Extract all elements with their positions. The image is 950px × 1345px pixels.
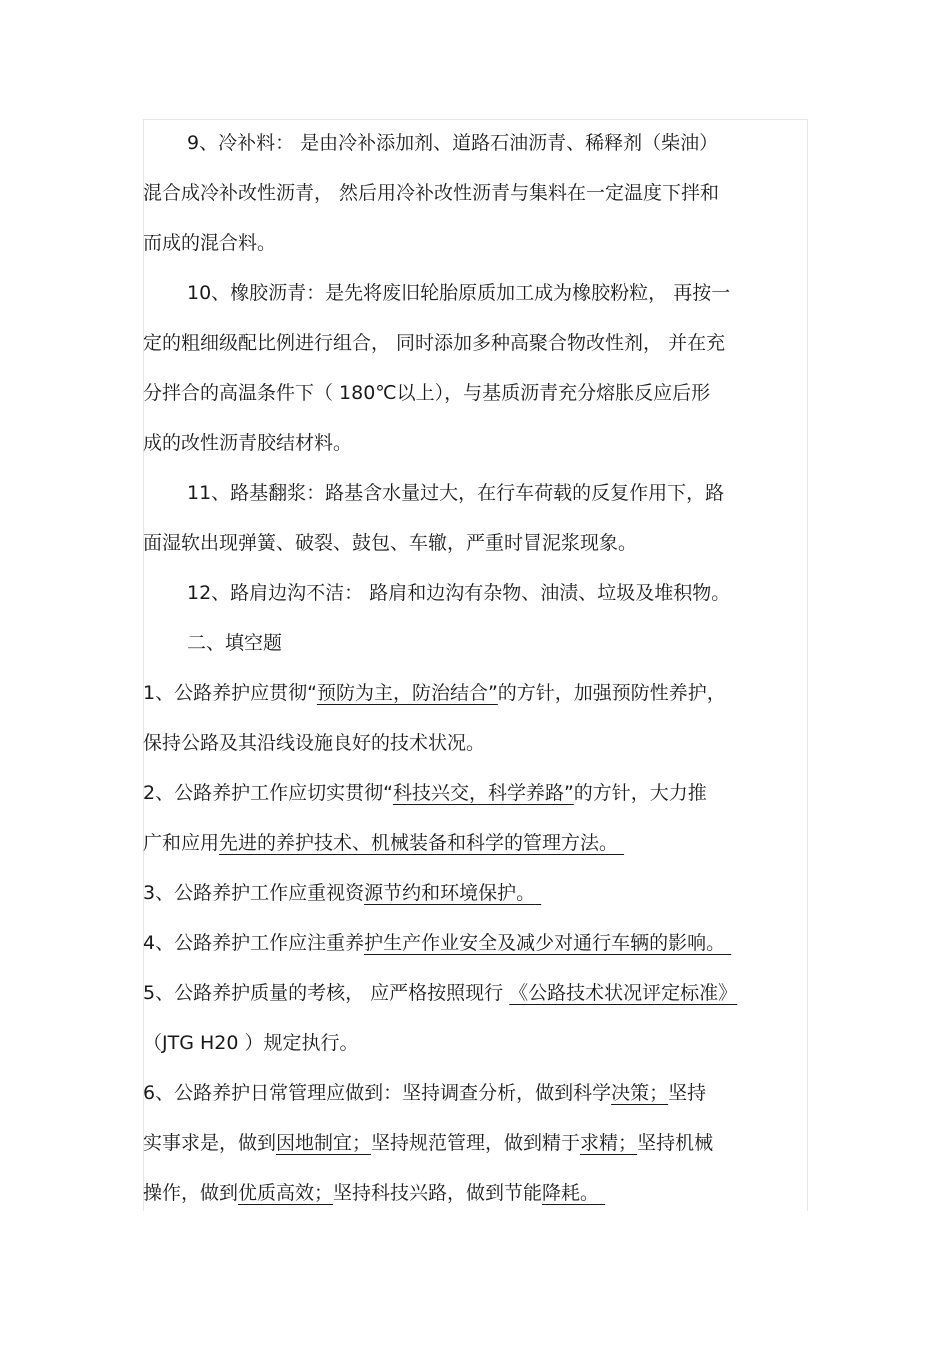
question-text: 4、公路养护工作应注重养 bbox=[143, 932, 365, 954]
question-line: （JTG H20 ）规定执行。 bbox=[143, 1032, 359, 1054]
question-text: 5、公路养护质量的考核， 应严格按照现行 bbox=[143, 982, 510, 1004]
answer-blank: 预防为主，防治结合” bbox=[316, 682, 498, 704]
question-line bbox=[143, 818, 805, 868]
answer-blank: 决策； bbox=[611, 1082, 669, 1104]
question-line bbox=[143, 1068, 805, 1118]
question-text: 广和应用 bbox=[143, 832, 220, 854]
question-4 bbox=[143, 918, 805, 968]
answer-blank: 求精； bbox=[580, 1132, 638, 1154]
definition-9 bbox=[143, 118, 805, 268]
answer-blank: 《公路技术状况评定标准》 bbox=[509, 982, 738, 1004]
definition-line: 而成的混合料。 bbox=[143, 232, 277, 254]
question-text: 3、公路养护工作应重视资 bbox=[143, 882, 365, 904]
definition-10 bbox=[143, 268, 805, 468]
answer-blank: 科技兴交，科学养路” bbox=[392, 782, 574, 804]
section-title: 二、填空题 bbox=[187, 632, 283, 654]
question-line bbox=[143, 868, 805, 918]
answer-blank: 先进的养护技术、机械装备和科学的管理方法。 bbox=[219, 832, 619, 854]
question-line bbox=[143, 968, 805, 1018]
question-text: 的方针，加强预防性养护， bbox=[497, 682, 726, 704]
question-line bbox=[143, 768, 805, 818]
question-line: 保持公路及其沿线设施良好的技术状况。 bbox=[143, 732, 486, 754]
answer-blank: 护生产作业安全及减少对通行车辆的影响。 bbox=[364, 932, 726, 954]
question-text: 坚持 bbox=[668, 1082, 707, 1104]
question-line bbox=[143, 1168, 805, 1218]
question-text: 坚持科技兴路，做到节能 bbox=[333, 1182, 543, 1204]
question-1 bbox=[143, 668, 805, 768]
answer-blank: 因地制宜； bbox=[276, 1132, 372, 1154]
definition-12 bbox=[143, 568, 805, 618]
document-body bbox=[143, 118, 805, 1218]
question-2 bbox=[143, 768, 805, 868]
definition-line: 成的改性沥青胶结材料。 bbox=[143, 432, 353, 454]
answer-blank: 源节约和环境保护。 bbox=[364, 882, 536, 904]
definition-line: 9、冷补料： 是由冷补添加剂、道路石油沥青、稀释剂（柴油） bbox=[187, 132, 719, 154]
question-text: 操作，做到 bbox=[143, 1182, 239, 1204]
question-text: 2、公路养护工作应切实贯彻“ bbox=[143, 782, 393, 804]
question-text: 实事求是，做到 bbox=[143, 1132, 277, 1154]
page-frame-right bbox=[807, 119, 808, 1211]
answer-blank: 优质高效； bbox=[238, 1182, 334, 1204]
question-text: 1、公路养护应贯彻“ bbox=[143, 682, 317, 704]
question-text: 的方针，大力推 bbox=[573, 782, 707, 804]
definition-line: 混合成冷补改性沥青， 然后用冷补改性沥青与集料在一定温度下拌和 bbox=[143, 182, 720, 204]
question-text: 6、公路养护日常管理应做到：坚持调查分析，做到科学 bbox=[143, 1082, 612, 1104]
question-3 bbox=[143, 868, 805, 918]
definition-line: 分拌合的高温条件下（ 180℃以上），与基质沥青充分熔胀反应后形 bbox=[143, 382, 711, 404]
definition-11 bbox=[143, 468, 805, 568]
definition-line: 11、路基翻浆：路基含水量过大，在行车荷载的反复作用下，路 bbox=[187, 482, 725, 504]
question-line bbox=[143, 918, 805, 968]
definition-line: 面湿软出现弹簧、破裂、鼓包、车辙，严重时冒泥浆现象。 bbox=[143, 532, 638, 554]
definition-line: 10、橡胶沥青：是先将废旧轮胎原质加工成为橡胶粉粒， 再按一 bbox=[187, 282, 731, 304]
question-5 bbox=[143, 968, 805, 1068]
question-line bbox=[143, 1118, 805, 1168]
answer-blank: 降耗。 bbox=[542, 1182, 600, 1204]
question-line bbox=[143, 668, 805, 718]
definition-line: 12、路肩边沟不洁： 路肩和边沟有杂物、油渍、垃圾及堆积物。 bbox=[187, 582, 731, 604]
question-text: 坚持规范管理，做到精于 bbox=[371, 1132, 581, 1154]
question-text: 坚持机械 bbox=[637, 1132, 714, 1154]
question-6 bbox=[143, 1068, 805, 1218]
definition-line: 定的粗细级配比例进行组合， 同时添加多种高聚合物改性剂， 并在充 bbox=[143, 332, 726, 354]
